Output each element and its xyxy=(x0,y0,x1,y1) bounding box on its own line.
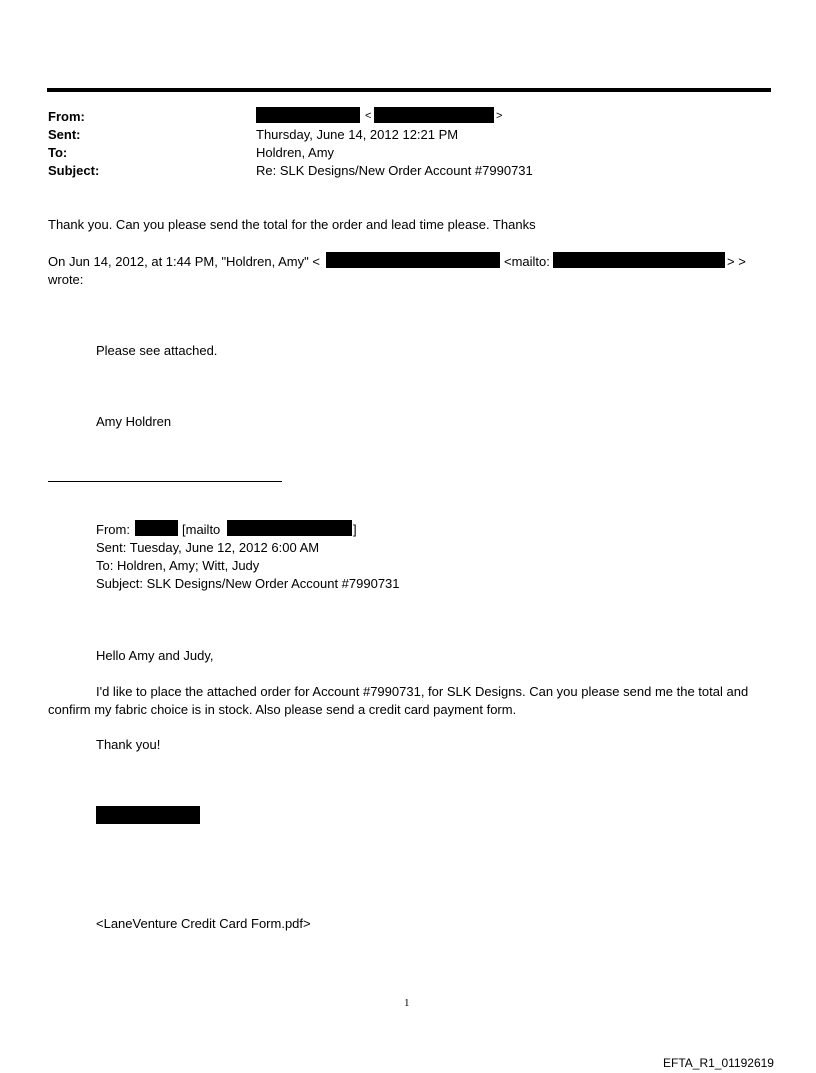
subject-value: Re: SLK Designs/New Order Account #7990731 xyxy=(256,163,533,178)
fwd-to-line: To: Holdren, Amy; Witt, Judy xyxy=(96,558,260,573)
quote-intro-a: On Jun 14, 2012, at 1:44 PM, "Holdren, Amy" < xyxy=(48,254,320,269)
redacted-quote-email xyxy=(326,252,500,268)
quote-intro-c: > > xyxy=(727,254,746,269)
to-label: To: xyxy=(48,145,68,160)
reply-text: Thank you. Can you please send the total for the order and lead time please. Thanks xyxy=(48,217,536,232)
signature: Amy Holdren xyxy=(96,414,172,429)
to-value: Holdren, Amy xyxy=(256,145,335,160)
from-label: From: xyxy=(48,109,85,124)
redacted-fwd-email xyxy=(227,520,352,536)
fwd-subject-line: Subject: SLK Designs/New Order Account #7990731 xyxy=(96,576,400,591)
fwd-paragraph-line1: I'd like to place the attached order for Account #7990731, for SLK Designs. Can you please send me the total and xyxy=(96,684,749,699)
subject-label: Subject: xyxy=(48,163,100,178)
quote-intro-b: <mailto: xyxy=(504,254,550,269)
quote-intro-wrote: wrote: xyxy=(48,272,84,287)
attachment-name: <LaneVenture Credit Card Form.pdf> xyxy=(96,916,311,931)
redacted-sender-name xyxy=(256,107,360,123)
page-number: 1 xyxy=(404,997,410,1009)
header-rule xyxy=(47,88,771,92)
fwd-mailto-close: ] xyxy=(353,522,357,537)
fwd-sent-line: Sent: Tuesday, June 12, 2012 6:00 AM xyxy=(96,540,320,555)
sent-value: Thursday, June 14, 2012 12:21 PM xyxy=(256,127,459,142)
redacted-sender-email xyxy=(374,107,494,123)
forward-separator xyxy=(48,481,282,482)
please-see-attached: Please see attached. xyxy=(96,343,218,358)
document-id: EFTA_R1_01192619 xyxy=(663,1056,774,1070)
fwd-mailto-open: [mailto xyxy=(182,522,221,537)
fwd-paragraph-line2: confirm my fabric choice is in stock. Also please send a credit card payment form. xyxy=(48,702,517,717)
from-lt: < xyxy=(365,110,372,122)
from-gt: > xyxy=(496,110,503,122)
fwd-from-label: From: xyxy=(96,522,130,537)
sent-label: Sent: xyxy=(48,127,81,142)
fwd-thanks: Thank you! xyxy=(96,737,161,752)
redacted-fwd-signature xyxy=(96,806,200,824)
redacted-fwd-sender xyxy=(135,520,178,536)
fwd-greeting: Hello Amy and Judy, xyxy=(96,648,214,663)
redacted-quote-mailto xyxy=(553,252,725,268)
